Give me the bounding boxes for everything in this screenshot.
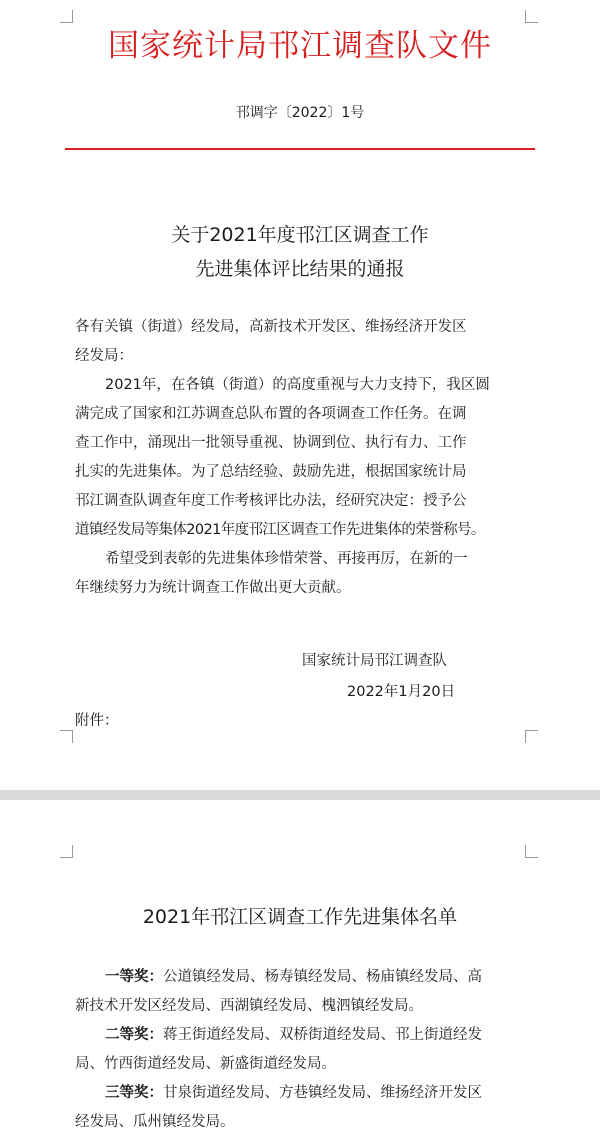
paragraph-line: 希望受到表彰的先进集体珍惜荣誉、再接再厉，在新的一 (105, 551, 468, 567)
award-level-label: 二等奖： (105, 1027, 163, 1043)
award-continuation: 新技术开发区经发局、西湖镇经发局、槐泗镇经发局。 (75, 998, 423, 1014)
page-corner-mark (60, 845, 73, 858)
page-separator (0, 790, 600, 800)
award-recipients: 公道镇经发局、杨寿镇经发局、杨庙镇经发局、高 (163, 969, 482, 985)
salutation-line: 各有关镇（街道）经发局，高新技术开发区、维扬经济开发区 (75, 319, 467, 335)
paragraph-line: 扎实的先进集体。为了总结经验、鼓励先进，根据国家统计局 (75, 464, 467, 480)
notice-title (0, 218, 600, 286)
notice-title-line: 关于2021年度邗江区调查工作 (171, 224, 429, 246)
list-title: 2021年邗江区调查工作先进集体名单 (142, 906, 458, 928)
award-first-line (75, 1079, 545, 1108)
award-list (75, 963, 545, 1137)
page-corner-mark (525, 845, 538, 858)
page-corner-mark (60, 730, 73, 743)
salutation-line: 经发局： (75, 348, 133, 364)
award-first-line (75, 1021, 545, 1050)
red-divider-line (65, 148, 535, 150)
award-continuation: 经发局、瓜州镇经发局。 (75, 1114, 235, 1130)
document-page-2 (0, 800, 600, 1145)
paragraph-line: 满完成了国家和江苏调查总队布置的各项调查工作任务。在调 (75, 406, 467, 422)
signature-date: 2022年1月20日 (347, 684, 456, 700)
notice-title-line: 先进集体评比结果的通报 (195, 258, 405, 280)
notice-body (75, 313, 540, 603)
award-recipients: 甘泉街道经发局、方巷镇经发局、维扬经济开发区 (163, 1085, 482, 1101)
attachment-label: 附件： (75, 713, 119, 729)
award-recipients: 蒋王街道经发局、双桥街道经发局、邗上街道经发 (163, 1027, 482, 1043)
paragraph-line: 年继续努力为统计调查工作做出更大贡献。 (75, 580, 351, 596)
award-first-line (75, 963, 545, 992)
paragraph-line: 邗江调查队调查年度工作考核评比办法，经研究决定：授予公 (75, 493, 467, 509)
document-number: 邗调字〔2022〕1号 (235, 105, 365, 121)
signature-organization: 国家统计局邗江调查队 (302, 653, 447, 669)
document-header-title: 国家统计局邗江调查队文件 (108, 28, 492, 64)
award-continuation: 局、竹西街道经发局、新盛街道经发局。 (75, 1056, 336, 1072)
paragraph-line: 道镇经发局等集体2021年度邗江区调查工作先进集体的荣誉称号。 (75, 522, 485, 538)
award-level-label: 三等奖： (105, 1085, 163, 1101)
award-level-label: 一等奖： (105, 969, 163, 985)
paragraph-line: 2021年，在各镇（街道）的高度重视与大力支持下，我区圆 (105, 377, 490, 393)
page-corner-mark (525, 730, 538, 743)
paragraph-line: 查工作中，涌现出一批领导重视、协调到位、执行有力、工作 (75, 435, 467, 451)
